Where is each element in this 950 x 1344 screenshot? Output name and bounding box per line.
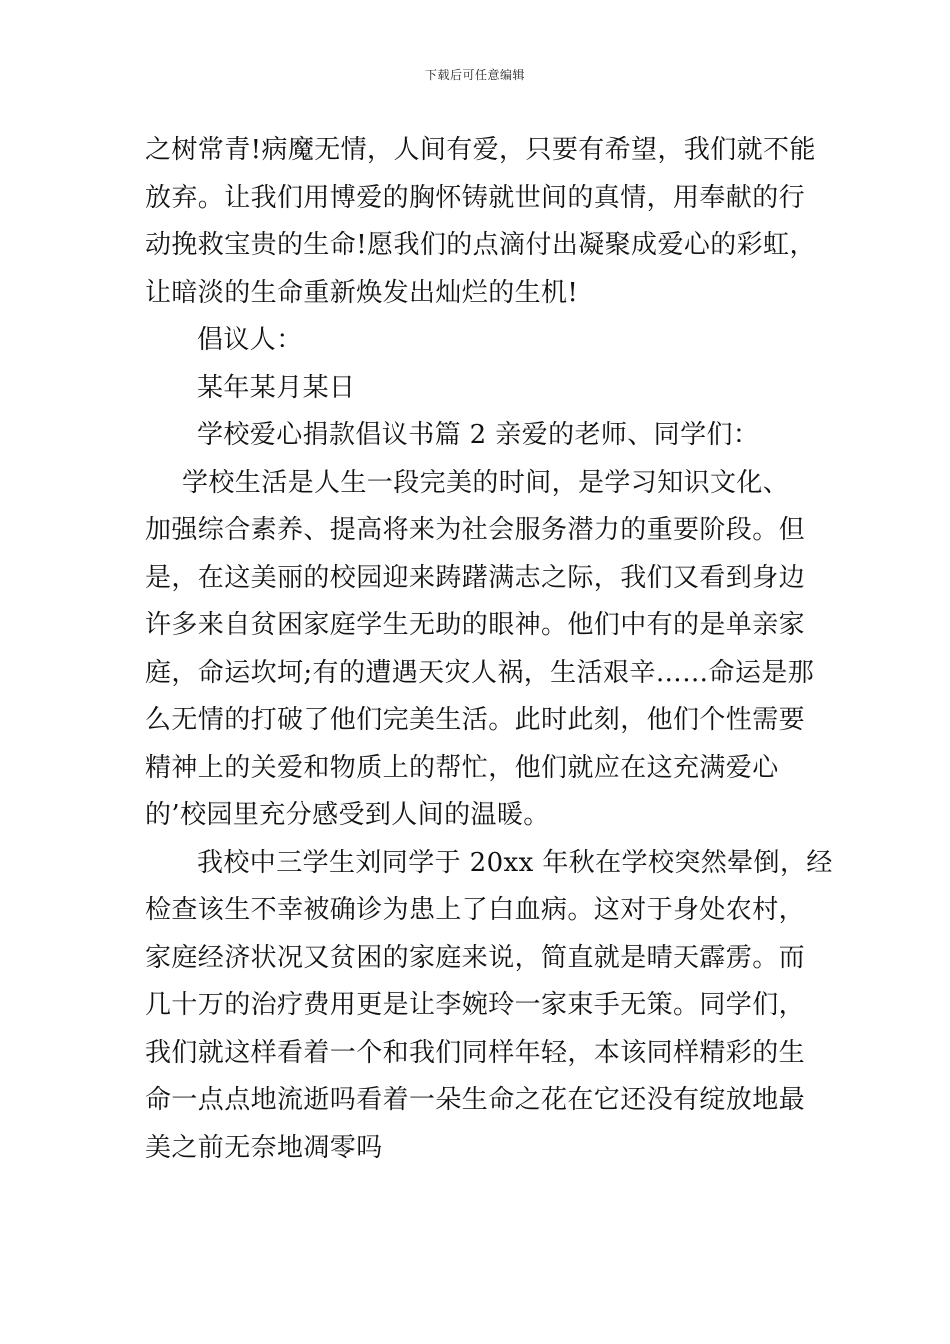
section-title: 学校爱心捐款倡议书篇 2 亲爱的老师、同学们： (197, 420, 760, 450)
text-line: 命一点点地流逝吗看着一朵生命之花在它还没有绽放地最 (145, 1085, 806, 1115)
text-line: 让暗淡的生命重新焕发出灿烂的生机! (145, 277, 579, 308)
text-line: 精神上的关爱和物质上的帮忙，他们就应在这充满爱心 (145, 752, 779, 783)
text-line: 检查该生不幸被确诊为患上了白血病。这对于身处农村， (145, 895, 806, 925)
proposer-label: 倡议人： (197, 325, 303, 355)
text-line: 我校中三学生刘同学于 20xx 年秋在学校突然晕倒，经 (197, 847, 833, 878)
date-line: 某年某月某日 (197, 372, 356, 403)
text-line: 家庭经济状况又贫困的家庭来说，简直就是晴天霹雳。而 (145, 942, 806, 973)
document-body (145, 127, 833, 1172)
text-line: 动挽救宝贵的生命!愿我们的点滴付出凝聚成爱心的彩虹， (145, 230, 816, 260)
text-line: 美之前无奈地凋零吗 (145, 1132, 383, 1163)
text-line: 我们就这样看着一个和我们同样年轻，本该同样精彩的生 (145, 1037, 806, 1068)
text-line: 么无情的打破了他们完美生活。此时此刻，他们个性需要 (145, 705, 806, 735)
text-line: 的’校园里充分感受到人间的温暖。 (145, 800, 550, 830)
text-line: 加强综合素养、提高将来为社会服务潜力的重要阶段。但 (145, 515, 806, 545)
text-line: 几十万的治疗费用更是让李婉玲一家束手无策。同学们， (145, 990, 806, 1020)
text-line: 学校生活是人生一段完美的时间，是学习知识文化、 (182, 467, 790, 498)
text-line: 放弃。让我们用博爱的胸怀铸就世间的真情，用奉献的行 (145, 182, 806, 213)
text-line: 之树常青!病魔无情，人间有爱，只要有希望，我们就不能 (145, 135, 816, 165)
text-line: 是，在这美丽的校园迎来踌躇满志之际，我们又看到身边 (145, 562, 806, 593)
text-line: 许多来自贫困家庭学生无助的眼神。他们中有的是单亲家 (145, 610, 806, 640)
text-line: 庭，命运坎坷;有的遭遇天灾人祸，生活艰辛……命运是那 (145, 657, 815, 688)
page-header: 下载后可任意编辑 (424, 68, 525, 82)
